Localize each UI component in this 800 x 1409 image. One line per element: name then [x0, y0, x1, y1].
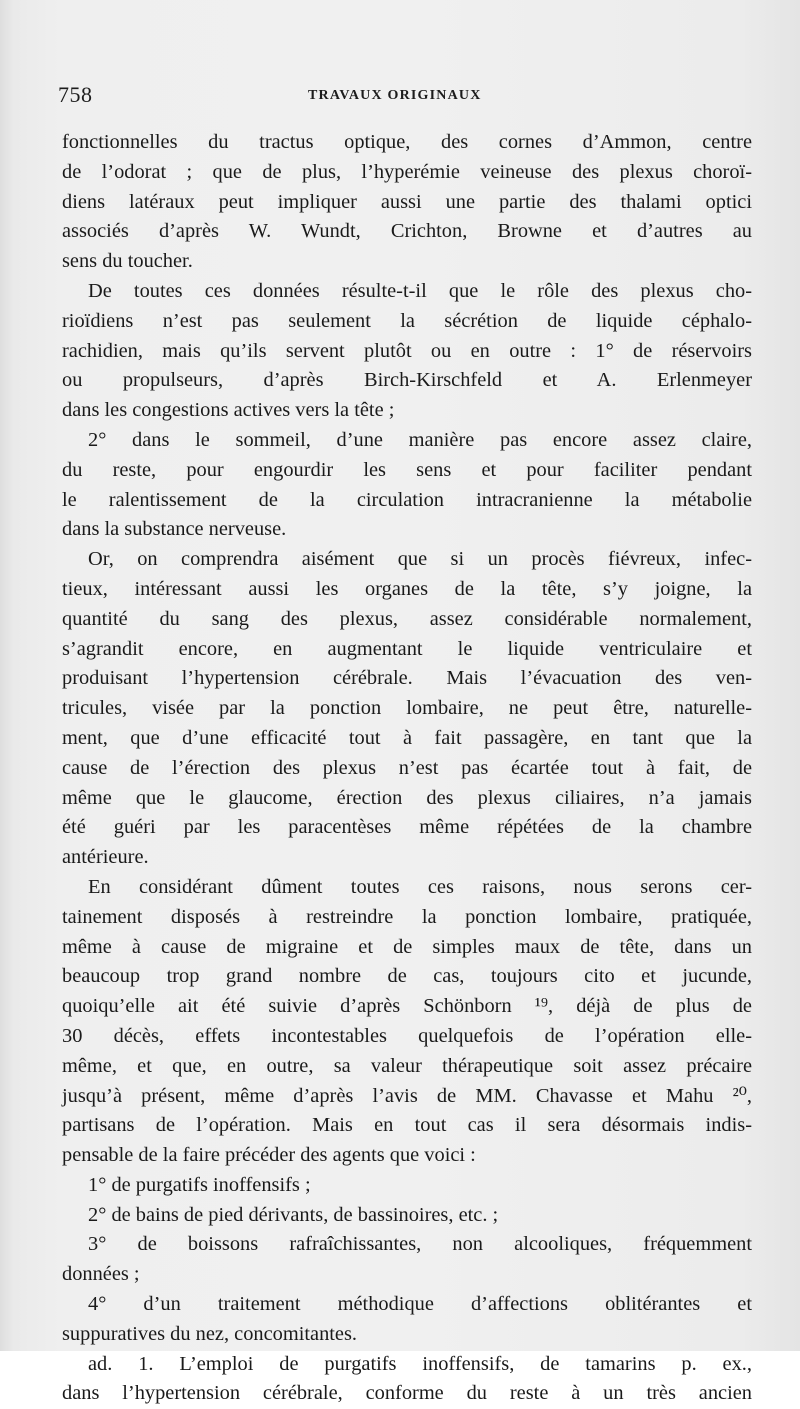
text-line: pensable de la faire précéder des agents que voici :	[62, 1144, 476, 1167]
text-line: rioïdiens n’est pas seulement la sécrétion de liquide céphalo-	[62, 309, 752, 332]
running-title: TRAVAUX ORIGINAUX	[308, 88, 482, 103]
text-line: données ;	[62, 1263, 140, 1286]
text-line: Or, on comprendra aisément que si un procès fiévreux, infec-	[88, 548, 752, 571]
text-line: partisans de l’opération. Mais en tout cas il sera désormais indis-	[62, 1114, 752, 1137]
text-line: ou propulseurs, d’après Birch-Kirschfeld et A. Erlenmeyer	[62, 369, 752, 392]
text-line: même que le glaucome, érection des plexus ciliaires, n’a jamais	[62, 786, 752, 809]
text-line: tieux, intéressant aussi les organes de la tête, s’y joigne, la	[62, 577, 752, 600]
text-line: diens latéraux peut impliquer aussi une partie des thalami optici	[62, 190, 752, 213]
text-line: ad. 1. L’emploi de purgatifs inoffensifs, de tamarins p. ex.,	[88, 1352, 752, 1375]
page-header	[58, 82, 758, 112]
text-line: antérieure.	[62, 846, 149, 869]
text-line: dans les congestions actives vers la tête ;	[62, 399, 395, 422]
text-line: dans la substance nerveuse.	[62, 518, 287, 541]
text-line: En considérant dûment toutes ces raisons, nous serons cer-	[88, 875, 752, 898]
text-line: 30 décès, effets incontestables quelquefois de l’opération elle-	[62, 1024, 752, 1047]
text-line: du reste, pour engourdir les sens et pour faciliter pendant	[62, 458, 752, 481]
text-line: 4° d’un traitement méthodique d’affections oblitérantes et	[88, 1293, 752, 1316]
text-line: tainement disposés à restreindre la ponction lombaire, pratiquée,	[62, 905, 752, 928]
text-line: le ralentissement de la circulation intracranienne la métabolie	[62, 488, 752, 511]
text-line: rachidien, mais qu’ils servent plutôt ou en outre : 1° de réservoirs	[62, 339, 752, 362]
text-line: s’agrandit encore, en augmentant le liquide ventriculaire et	[62, 637, 752, 660]
text-line: De toutes ces données résulte-t-il que le rôle des plexus cho-	[88, 279, 752, 302]
text-line: été guéri par les paracentèses même répétées de la chambre	[62, 816, 752, 839]
text-line: associés d’après W. Wundt, Crichton, Browne et d’autres au	[62, 220, 752, 243]
text-line: jusqu’à présent, même d’après l’avis de MM. Chavasse et Mahu ²⁰,	[62, 1084, 752, 1107]
text-line: 3° de boissons rafraîchissantes, non alcooliques, fréquemment	[88, 1233, 752, 1256]
text-line: tricules, visée par la ponction lombaire, ne peut être, naturelle-	[62, 697, 752, 720]
text-line: dans l’hypertension cérébrale, conforme du reste à un très ancien	[62, 1382, 752, 1405]
text-line: cause de l’érection des plexus n’est pas écartée tout à fait, de	[62, 756, 752, 779]
page-number: 758	[58, 82, 93, 107]
text-line: même à cause de migraine et de simples maux de tête, dans un	[62, 935, 752, 958]
text-line: produisant l’hypertension cérébrale. Mais l’évacuation des ven-	[62, 667, 752, 690]
text-line: 1° de purgatifs inoffensifs ;	[88, 1173, 311, 1196]
text-line: ment, que d’une efficacité tout à fait passagère, en tant que la	[62, 726, 752, 749]
text-line: quantité du sang des plexus, assez considérable normalement,	[62, 607, 752, 630]
text-line: fonctionnelles du tractus optique, des cornes d’Ammon, centre	[62, 131, 752, 153]
text-line: 2° de bains de pied dérivants, de bassinoires, etc. ;	[88, 1203, 499, 1226]
text-line: quoiqu’elle ait été suivie d’après Schönborn ¹⁹, déjà de plus de	[62, 995, 752, 1018]
text-line: même, et que, en outre, sa valeur thérapeutique soit assez précaire	[62, 1054, 752, 1077]
text-line: de l’odorat ; que de plus, l’hyperémie veineuse des plexus choroï-	[62, 160, 752, 183]
text-line: beaucoup trop grand nombre de cas, toujours cito et jucunde,	[62, 965, 752, 988]
text-line: 2° dans le sommeil, d’une manière pas encore assez claire,	[88, 428, 752, 451]
text-line: suppuratives du nez, concomitantes.	[62, 1322, 358, 1345]
body-text	[62, 128, 752, 1409]
text-line: sens du toucher.	[62, 250, 193, 273]
